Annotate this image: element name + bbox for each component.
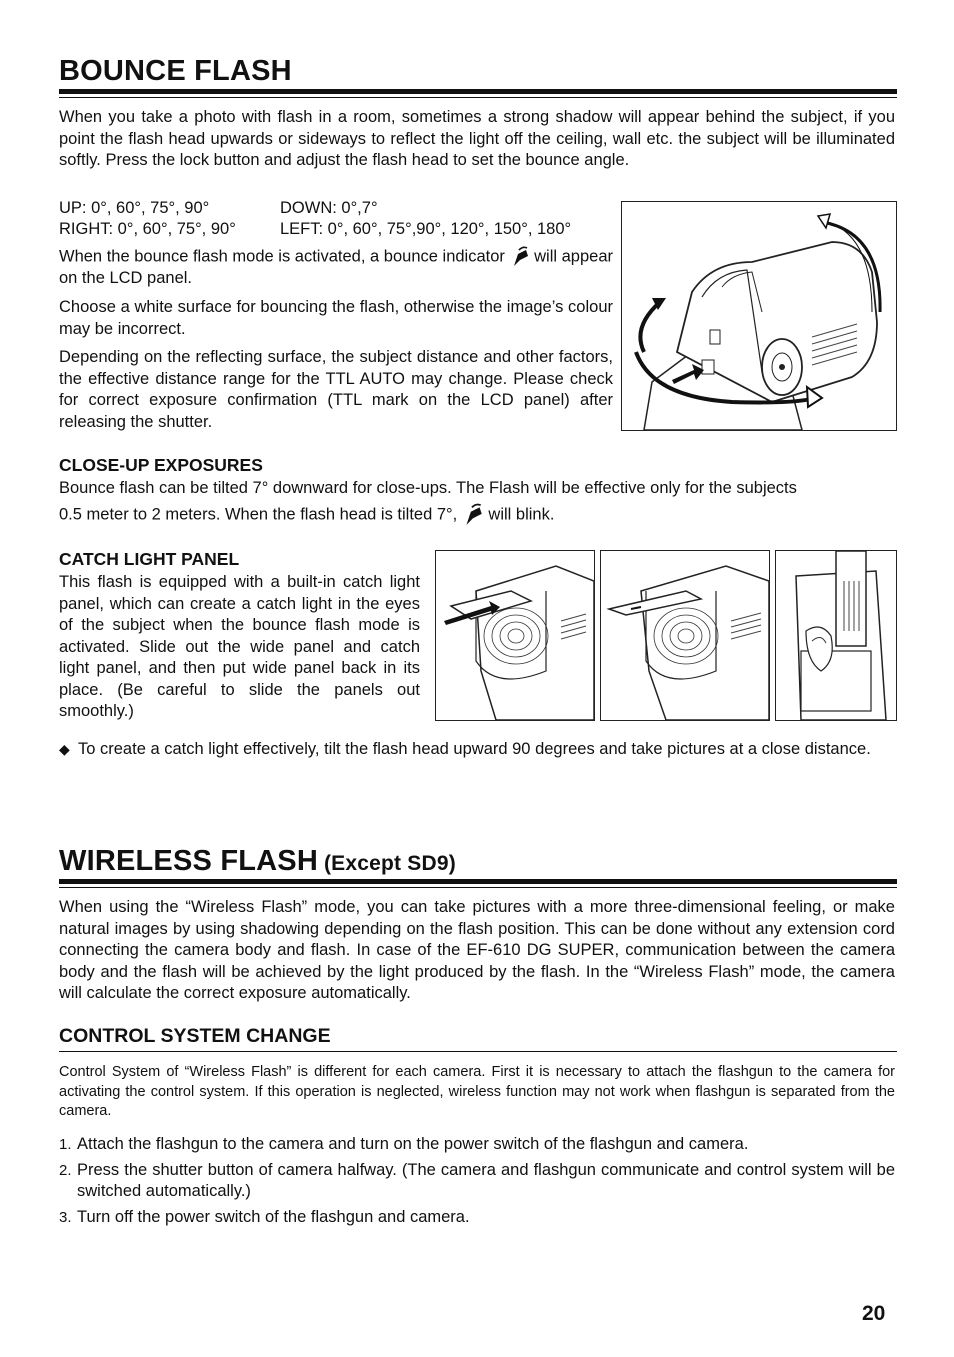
bounce-indicator-icon [462,503,484,527]
closeup-text-c: will blink. [488,505,555,524]
step-item: 1. Attach the flashgun to the camera and turn on the power switch of the flashgun and camera. [59,1135,749,1153]
control-steps [59,1134,895,1228]
catchlight-bullet [59,739,895,761]
wireless-flash-title [59,845,456,878]
closeup-text-line2 [59,503,895,527]
page-number: 20 [862,1302,886,1325]
title-rule-thin [59,887,897,888]
bounce-intro: When you take a photo with flash in a room, sometimes a strong shadow will appear behind the subject, if you point the flash head upwards or sideways to reflect the light off the ceiling, wall etc. the subject will be illuminated softly. Press the lock button and adjust the flash head to set the bounce angle. [59,108,895,169]
step-item: 2. Press the shutter button of camera halfway. (The camera and flashgun communicate and control system will be switched automatically.) [59,1160,895,1200]
control-text: Control System of “Wireless Flash” is different for each camera. First it is necessary to attach the flashgun to the camera for activating the control system. If this operation is neglected, wireless function may not work when flashgun is separated from the camera. [59,1064,895,1119]
closeup-text-b: 0.5 meter to 2 meters. When the flash head is tilted 7°, [59,505,458,524]
angles-up-down [59,198,619,220]
panel-illustration-2 [600,550,770,721]
panel-illustration-1 [435,550,595,721]
catchlight-title: CATCH LIGHT PANEL [59,549,240,569]
closeup-title: CLOSE-UP EXPOSURES [59,455,263,475]
angles-right-left [59,219,619,241]
flash-head-illustration [621,201,897,431]
control-title: CONTROL SYSTEM CHANGE [59,1025,331,1047]
angles-down: DOWN: 0°,7° [280,199,378,217]
closeup-text-a: Bounce flash can be tilted 7° downward for close-ups. The Flash will be effective only for the subjects [59,479,797,497]
bounce-flash-title: BOUNCE FLASH [59,55,292,87]
angles-up: UP: 0°, 60°, 75°, 90° [59,199,210,217]
title-rule [59,879,897,884]
indicator-text [59,246,613,290]
angles-left: LEFT: 0°, 60°, 75°,90°, 120°, 150°, 180° [280,220,572,238]
wireless-subtitle: (Except SD9) [323,852,456,875]
bullet-diamond: ◆ [59,741,70,757]
wireless-intro: When using the “Wireless Flash” mode, you can take pictures with a more three-dimensional feeling, or make natural images by using shadowing depending on the flash position. This can be done without any extension cord connecting the camera body and flash. In case of the EF-610 DG SUPER, communication between the camera body and the flash will be achieved by the light produced by the flash. In the “Wireless Flash” mode, the camera will calculate the correct exposure automatically. [59,898,895,1002]
panel-illustration-3 [775,550,897,721]
indicator-text-b: will appear on the LCD panel. [59,247,614,287]
reflecting-text: Depending on the reflecting surface, the subject distance and other factors, the effective distance range for the TTL AUTO may change. Please check for correct exposure confirmation (TTL mark on the LCD panel) after releasing the shutter. [59,348,613,431]
title-rule [59,89,897,94]
wireless-title-main: WIRELESS FLASH [59,845,318,877]
title-rule-thin [59,97,897,98]
bullet-text: To create a catch light effectively, tilt the flash head upward 90 degrees and take pictures at a close distance. [78,740,871,758]
control-rule [59,1051,897,1052]
white-surface-text: Choose a white surface for bouncing the flash, otherwise the image’s colour may be incorrect. [59,298,613,338]
catchlight-text: This flash is equipped with a built-in catch light panel, which can create a catch light in the eyes of the subject when the bounce flash mode is activated. Slide out the wide panel and catch light panel, and then put wide panel back in its place. (Be careful to slide the panels out smoothly.) [59,573,420,720]
bounce-indicator-icon [510,246,530,268]
indicator-text-a: When the bounce flash mode is activated, a bounce indicator [59,247,505,266]
angles-right: RIGHT: 0°, 60°, 75°, 90° [59,220,236,238]
step-item: 3. Turn off the power switch of the flashgun and camera. [59,1207,470,1226]
